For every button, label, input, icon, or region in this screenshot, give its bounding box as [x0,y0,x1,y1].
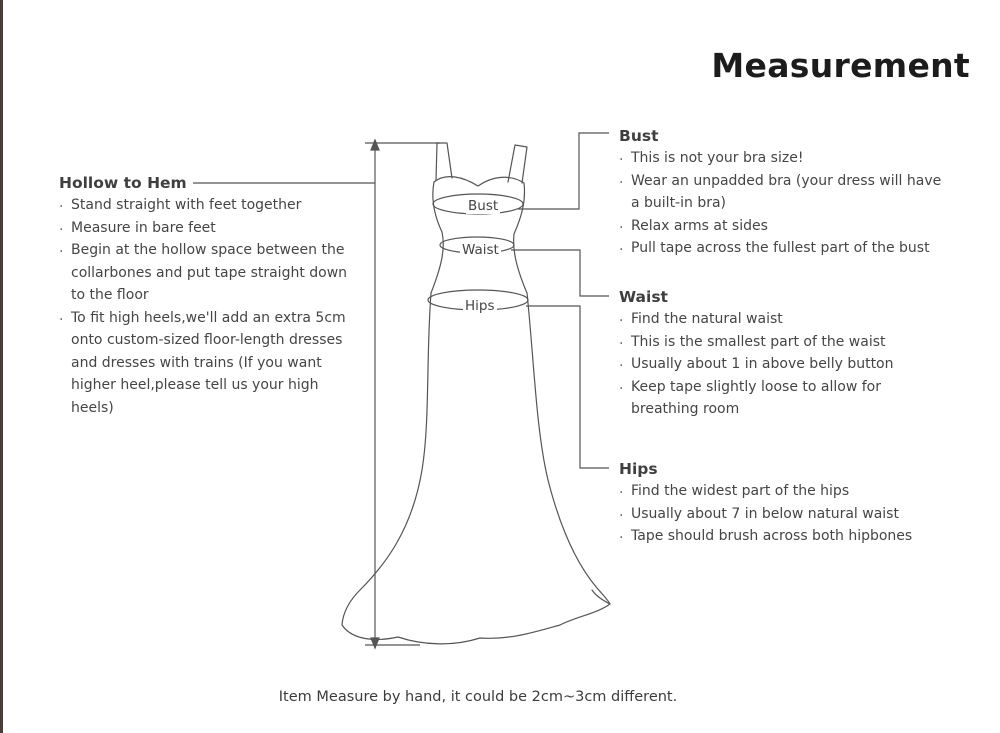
hips-leader [526,306,609,468]
list-item: . Keep tape slightly loose to allow for breathing room [619,376,919,421]
left-strap [436,143,452,180]
list-item: . This is the smallest part of the waist [619,331,919,354]
waist-section [619,286,919,421]
hips-section [619,458,949,548]
skirt-right [527,293,610,604]
bodice-right [514,183,527,293]
footnote: Item Measure by hand, it could be 2cm~3cm different. [278,689,678,705]
list-item: . Relax arms at sides [619,215,949,238]
section-heading: Hollow to Hem [59,174,187,192]
page-title: Measurement [711,46,970,86]
list-item: . Wear an unpadded bra (your dress will have a built-in bra) [619,170,949,215]
list-item: . Measure in bare feet [59,217,349,240]
list-item: . Usually about 7 in below natural waist [619,503,949,526]
bust-leader [518,133,609,209]
hollow-to-hem-section [59,172,349,419]
list-item: . Stand straight with feet together [59,194,349,217]
skirt-hem [342,590,610,644]
arrow-down-icon [371,638,379,648]
section-heading: Hips [619,460,658,478]
skirt-left [342,293,431,625]
list-item: . Find the natural waist [619,308,919,331]
section-heading: Bust [619,127,659,145]
hips-label: Hips [465,298,495,314]
bust-label: Bust [468,198,499,214]
arrow-up-icon [371,140,379,150]
neckline [434,177,524,186]
list-item: . Begin at the hollow space between the collarbones and put tape straight down to the floor [59,239,349,307]
bust-section [619,125,949,260]
list-item: . To fit high heels,we'll add an extra 5cm onto custom-sized floor-length dresses and dresses with trains (If you want higher heel,please tell us your high heels) [59,307,349,420]
waist-label: Waist [462,242,499,258]
list-item: . This is not your bra size! [619,147,949,170]
list-item: . Pull tape across the fullest part of the bust [619,237,949,260]
list-item: . Tape should brush across both hipbones [619,525,949,548]
section-heading: Waist [619,288,668,306]
list-item: . Find the widest part of the hips [619,480,949,503]
list-item: . Usually about 1 in above belly button [619,353,919,376]
